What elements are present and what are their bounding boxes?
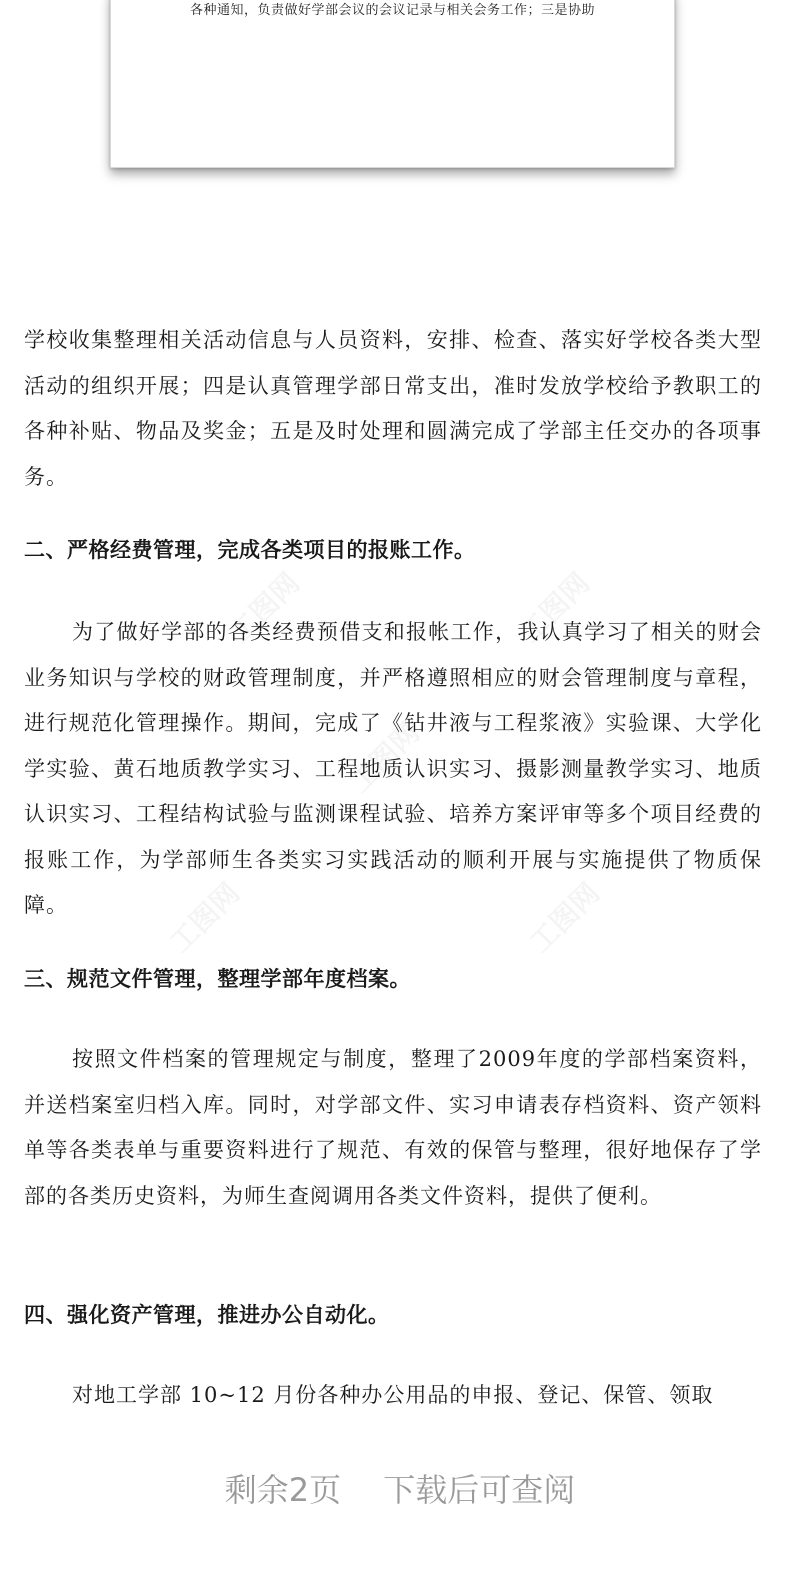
body-paragraph: 对地工学部 10~12 月份各种办公用品的申报、登记、保管、领取 xyxy=(72,1383,714,1407)
download-to-view-more-button[interactable] xyxy=(0,1460,800,1520)
body-paragraph: 为了做好学部的各类经费预借支和报帐工作，我认真学习了相关的财会业务知识与学校的财政管理制度，并严格遵照相应的财会管理制度与章程，进行规范化管理操作。期间，完成了《钻井液与工程浆液》实验课、大学化学实验、黄石地质教学实习、工程地质认识实习、摄影测量教学实习、地质认识实习、工程结构试验与监测课程试验、培养方案评审等多个项目经费的报账工作，为学部师生各类实习实践活动的顺利开展与实施提供了物质保障。 xyxy=(24,620,762,917)
section-heading-archives: 三、规范文件管理，整理学部年度档案。 xyxy=(24,967,411,991)
section-heading-assets: 四、强化资产管理，推进办公自动化。 xyxy=(24,1303,390,1327)
section-heading-finance: 二、严格经费管理，完成各类项目的报账工作。 xyxy=(24,538,476,562)
remaining-pages-label: 剩余2页 xyxy=(224,1471,342,1509)
page-preview-snippet: 各种通知，负责做好学部会议的会议记录与相关会务工作；三是协助 xyxy=(189,3,595,18)
body-paragraph: 学校收集整理相关活动信息与人员资料，安排、检查、落实好学校各类大型活动的组织开展；四是认真管理学部日常支出，准时发放学校给予教职工的各种补贴、物品及奖金；五是及时处理和圆满完成了学部主任交办的各项事务。 xyxy=(24,328,762,489)
body-paragraph: 按照文件档案的管理规定与制度，整理了2009年度的学部档案资料，并送档案室归档入库。同时，对学部文件、实习申请表存档资料、资产领料单等各类表单与重要资料进行了规范、有效的保管与整理，很好地保存了学部的各类历史资料，为师生查阅调用各类文件资料，提供了便利。 xyxy=(24,1047,762,1208)
document-page-preview xyxy=(110,0,675,168)
download-prompt-label: 下载后可查阅 xyxy=(383,1471,576,1509)
